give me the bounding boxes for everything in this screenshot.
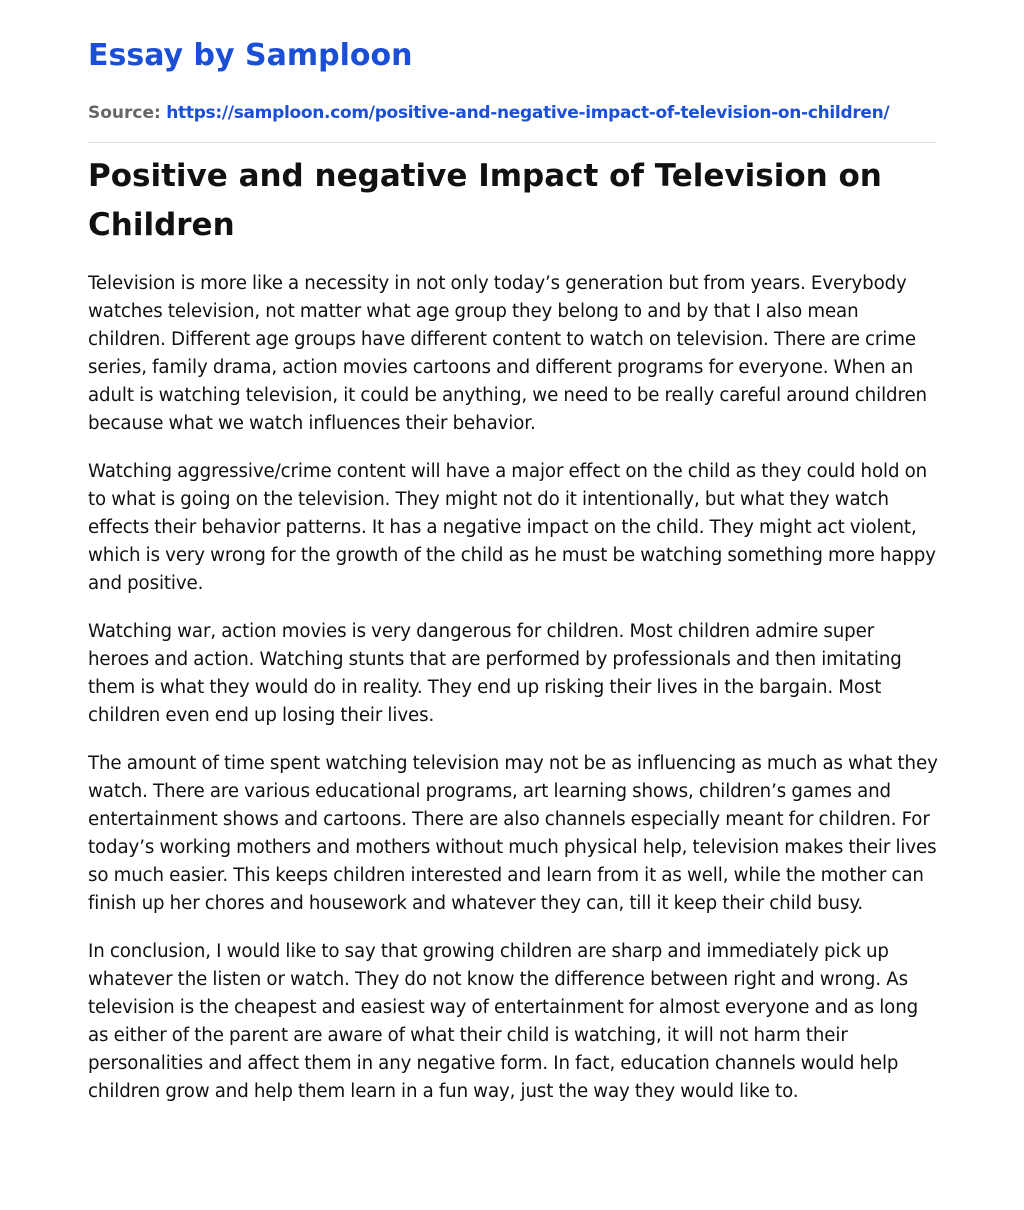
essay-paragraph-4: The amount of time spent watching television may not be as influencing as much as what they watch. There are various educational programs, art learning shows, children’s games and entertainment shows and cartoons. There are also channels especially meant for children. For today’s working mothers and mothers without much physical help, television makes their lives so much easier. This keeps children interested and learn from it as well, while the mother can finish up her chores and housework and whatever they can, till it keep their child busy.: [88, 753, 938, 914]
header-divider: [88, 142, 936, 143]
source-line: [88, 101, 889, 125]
essay-body: [88, 270, 938, 1126]
source-link[interactable]: https://samploon.com/positive-and-negative-impact-of-television-on-children/: [166, 103, 890, 123]
essay-title: Positive and negative Impact of Television on Children: [88, 158, 882, 243]
essay-paragraph-3: Watching war, action movies is very dangerous for children. Most children admire super heroes and action. Watching stunts that are performed by professionals and then imitating them is what they would do in reality. They end up risking their lives in the bargain. Most children even end up losing their lives.: [88, 621, 902, 726]
essay-paragraph-1: Television is more like a necessity in not only today’s generation but from years. Everybody watches television, not matter what age group they belong to and by that I also mean children. Different age groups have different content to watch on television. There are crime series, family drama, action movies cartoons and different programs for everyone. When an adult is watching television, it could be anything, we need to be really careful around children because what we watch influences their behavior.: [88, 273, 927, 434]
essay-paragraph-2: Watching aggressive/crime content will have a major effect on the child as they could hold on to what is going on the television. They might not do it intentionally, but what they watch effects their behavior patterns. It has a negative impact on the child. They might act violent, which is very wrong for the growth of the child as he must be watching something more happy and positive.: [88, 461, 936, 594]
source-label: Source:: [88, 103, 161, 123]
essay-paragraph-5: In conclusion, I would like to say that growing children are sharp and immediately pick up whatever the listen or watch. They do not know the difference between right and wrong. As television is the cheapest and easiest way of entertainment for almost everyone and as long as either of the parent are aware of what their child is watching, it will not harm their personalities and affect them in any negative form. In fact, education channels would help children grow and help them learn in a fun way, just the way they would like to.: [88, 941, 919, 1102]
site-brand[interactable]: Essay by Samploon: [88, 38, 413, 73]
